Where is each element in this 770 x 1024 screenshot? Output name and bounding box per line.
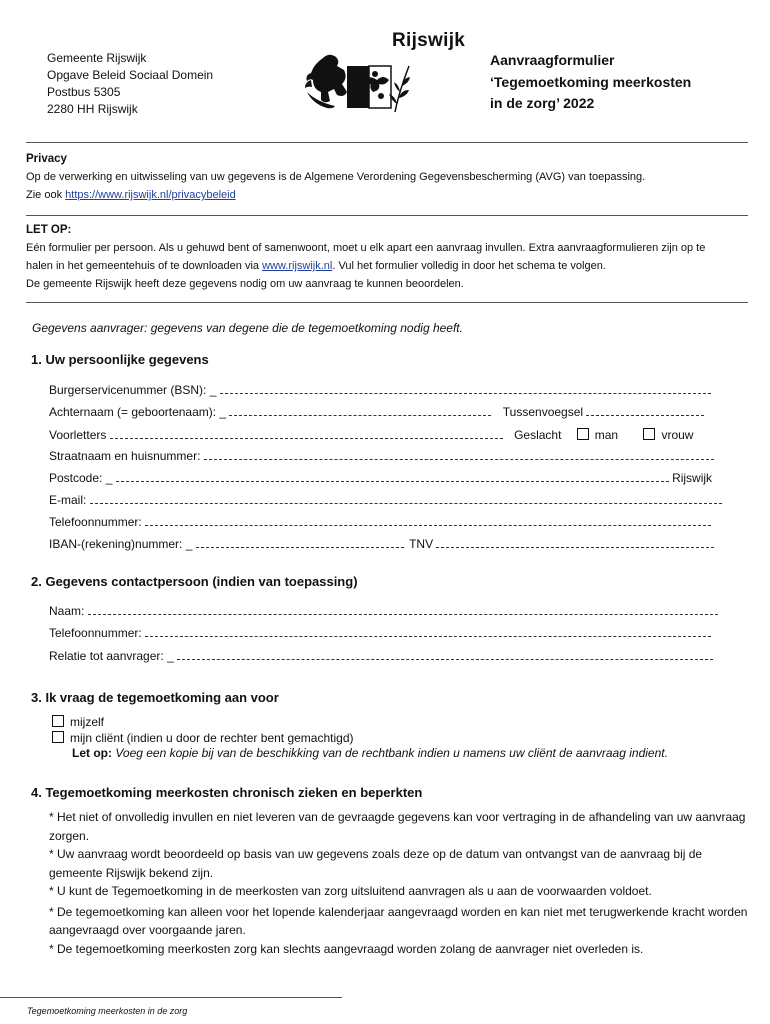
telefoon-row — [49, 514, 711, 529]
privacy-see-also: Zie ook — [26, 189, 66, 201]
option-client — [52, 731, 354, 745]
rijswijk-coat-of-arms-logo — [303, 52, 413, 114]
footer-text: Tegemoetkoming meerkosten in de zorg — [27, 1006, 188, 1016]
contact-naam-row — [49, 603, 718, 618]
privacy-section — [26, 150, 645, 204]
vrouw-label: vrouw — [661, 428, 694, 442]
bsn-label: Burgerservicenummer (BSN): _ — [49, 383, 217, 397]
tnv-field[interactable] — [436, 536, 714, 548]
vrouw-checkbox[interactable] — [643, 428, 655, 440]
list-item: * Het niet of onvolledig invullen en niet leveren van de gevraagde gegevens kan voor vertraging in de afhandeling van uw aanvraag zorgen. — [49, 810, 746, 843]
telefoon-label: Telefoonnummer: — [49, 515, 142, 529]
conditions-list — [49, 808, 749, 958]
voorletters-label: Voorletters — [49, 428, 107, 442]
contact-naam-label: Naam: — [49, 604, 85, 618]
letop-line: De gemeente Rijswijk heeft deze gegevens nodig om uw aanvraag te kunnen beoordelen. — [26, 278, 464, 290]
postcode-label: Postcode: _ — [49, 471, 113, 485]
section-4-heading: 4. Tegemoetkoming meerkosten chronisch zieken en beperkten — [31, 785, 423, 800]
note-text: Voeg een kopie bij van de beschikking van de rechtbank indien u namens uw cliënt de aanvraag indient. — [112, 746, 668, 760]
form-title — [490, 50, 691, 115]
letop-heading: LET OP: — [26, 224, 72, 236]
address-line: Opgave Beleid Sociaal Domein — [47, 68, 214, 82]
divider — [26, 142, 748, 143]
straat-field[interactable] — [204, 448, 714, 460]
email-field[interactable] — [90, 492, 722, 504]
website-link[interactable]: www.rijswijk.nl — [262, 260, 333, 272]
list-item: * U kunt de Tegemoetkoming in de meerkosten van zorg uitsluitend aanvragen als u aan de voorwaarden voldoet. — [49, 884, 652, 898]
divider — [26, 215, 748, 216]
form-title-line: Aanvraagformulier — [490, 52, 615, 68]
section-2-heading: 2. Gegevens contactpersoon (indien van toepassing) — [31, 574, 358, 589]
divider — [26, 302, 748, 303]
letop-note — [72, 746, 668, 760]
privacy-heading: Privacy — [26, 153, 67, 165]
section-3-heading: 3. Ik vraag de tegemoetkoming aan voor — [31, 690, 279, 705]
email-row — [49, 492, 722, 507]
list-item: * Uw aanvraag wordt beoordeeld op basis van uw gegevens zoals deze op de datum van ontvangst van de aanvraag bij de gemeente Rijswijk bekend zijn. — [49, 847, 703, 880]
iban-row — [49, 536, 714, 551]
client-checkbox[interactable] — [52, 731, 64, 743]
achternaam-field[interactable] — [229, 404, 491, 416]
letop-line: halen in het gemeentehuis of te downloaden via — [26, 260, 263, 272]
bsn-field[interactable] — [220, 382, 711, 394]
option-mijzelf — [52, 715, 104, 729]
list-item: * De tegemoetkoming meerkosten zorg kan slechts aangevraagd worden zolang de aanvrager niet overleden is. — [49, 941, 644, 956]
contact-naam-field[interactable] — [88, 603, 718, 615]
iban-label: IBAN-(rekening)nummer: _ — [49, 537, 193, 551]
contact-telefoon-field[interactable] — [145, 625, 711, 637]
letop-section — [26, 221, 705, 293]
straat-label: Straatnaam en huisnummer: — [49, 449, 201, 463]
email-label: E-mail: — [49, 493, 87, 507]
footer-divider — [0, 997, 342, 998]
address-line: Gemeente Rijswijk — [47, 51, 147, 65]
relatie-row — [49, 648, 713, 663]
plaats-label: Rijswijk — [672, 471, 713, 485]
voorletters-row — [49, 427, 693, 442]
achternaam-label: Achternaam (= geboortenaam): _ — [49, 405, 227, 419]
tussenvoegsel-field[interactable] — [586, 404, 704, 416]
client-label: mijn cliënt (indien u door de rechter bent gemachtigd) — [70, 731, 354, 745]
relatie-label: Relatie tot aanvrager: _ — [49, 649, 174, 663]
mijzelf-checkbox[interactable] — [52, 715, 64, 727]
privacy-link[interactable]: https://www.rijswijk.nl/privacybeleid — [65, 189, 236, 201]
letop-line: Eén formulier per persoon. Als u gehuwd bent of samenwoont, moet u elk apart een aanvraag invullen. Extra aanvraagformulieren zijn op te — [26, 242, 706, 254]
address-line: 2280 HH Rijswijk — [47, 102, 138, 116]
form-title-line: in de zorg’ 2022 — [490, 95, 595, 111]
bsn-row — [49, 382, 711, 397]
tnv-label: TNV — [409, 537, 434, 551]
return-address — [47, 50, 213, 118]
man-checkbox[interactable] — [577, 428, 589, 440]
section-1-heading: 1. Uw persoonlijke gegevens — [31, 352, 209, 367]
straat-row — [49, 448, 714, 463]
letop-line: . Vul het formulier volledig in door het schema te volgen. — [332, 260, 606, 272]
form-title-line: ‘Tegemoetkoming meerkosten — [490, 73, 692, 90]
man-label: man — [594, 428, 619, 442]
mijzelf-label: mijzelf — [70, 715, 105, 729]
intro-text: Gegevens aanvrager: gegevens van degene die de tegemoetkoming nodig heeft. — [32, 321, 463, 335]
geslacht-label: Geslacht — [514, 428, 562, 442]
iban-field[interactable] — [196, 536, 404, 548]
contact-telefoon-label: Telefoonnummer: — [49, 626, 142, 640]
relatie-field[interactable] — [177, 648, 713, 660]
voorletters-field[interactable] — [110, 427, 503, 439]
contact-telefoon-row — [49, 625, 711, 640]
achternaam-row — [49, 404, 704, 419]
list-item: * De tegemoetkoming kan alleen voor het lopende kalenderjaar aangevraagd worden en kan niet met terugwerkende kracht worden aangevraagd over voorgaande jaren. — [49, 904, 748, 937]
address-line: Postbus 5305 — [47, 85, 121, 99]
telefoon-field[interactable] — [145, 514, 711, 526]
postcode-field[interactable] — [116, 470, 669, 482]
postcode-row — [49, 470, 712, 485]
note-label: Let op: — [72, 746, 112, 760]
tussenvoegsel-label: Tussenvoegsel — [502, 405, 584, 419]
logo-wordmark: Rijswijk — [392, 30, 466, 51]
privacy-text: Op de verwerking en uitwisseling van uw gegevens is de Algemene Verordening Gegevensbescherming (AVG) van toepassing. — [26, 171, 646, 183]
